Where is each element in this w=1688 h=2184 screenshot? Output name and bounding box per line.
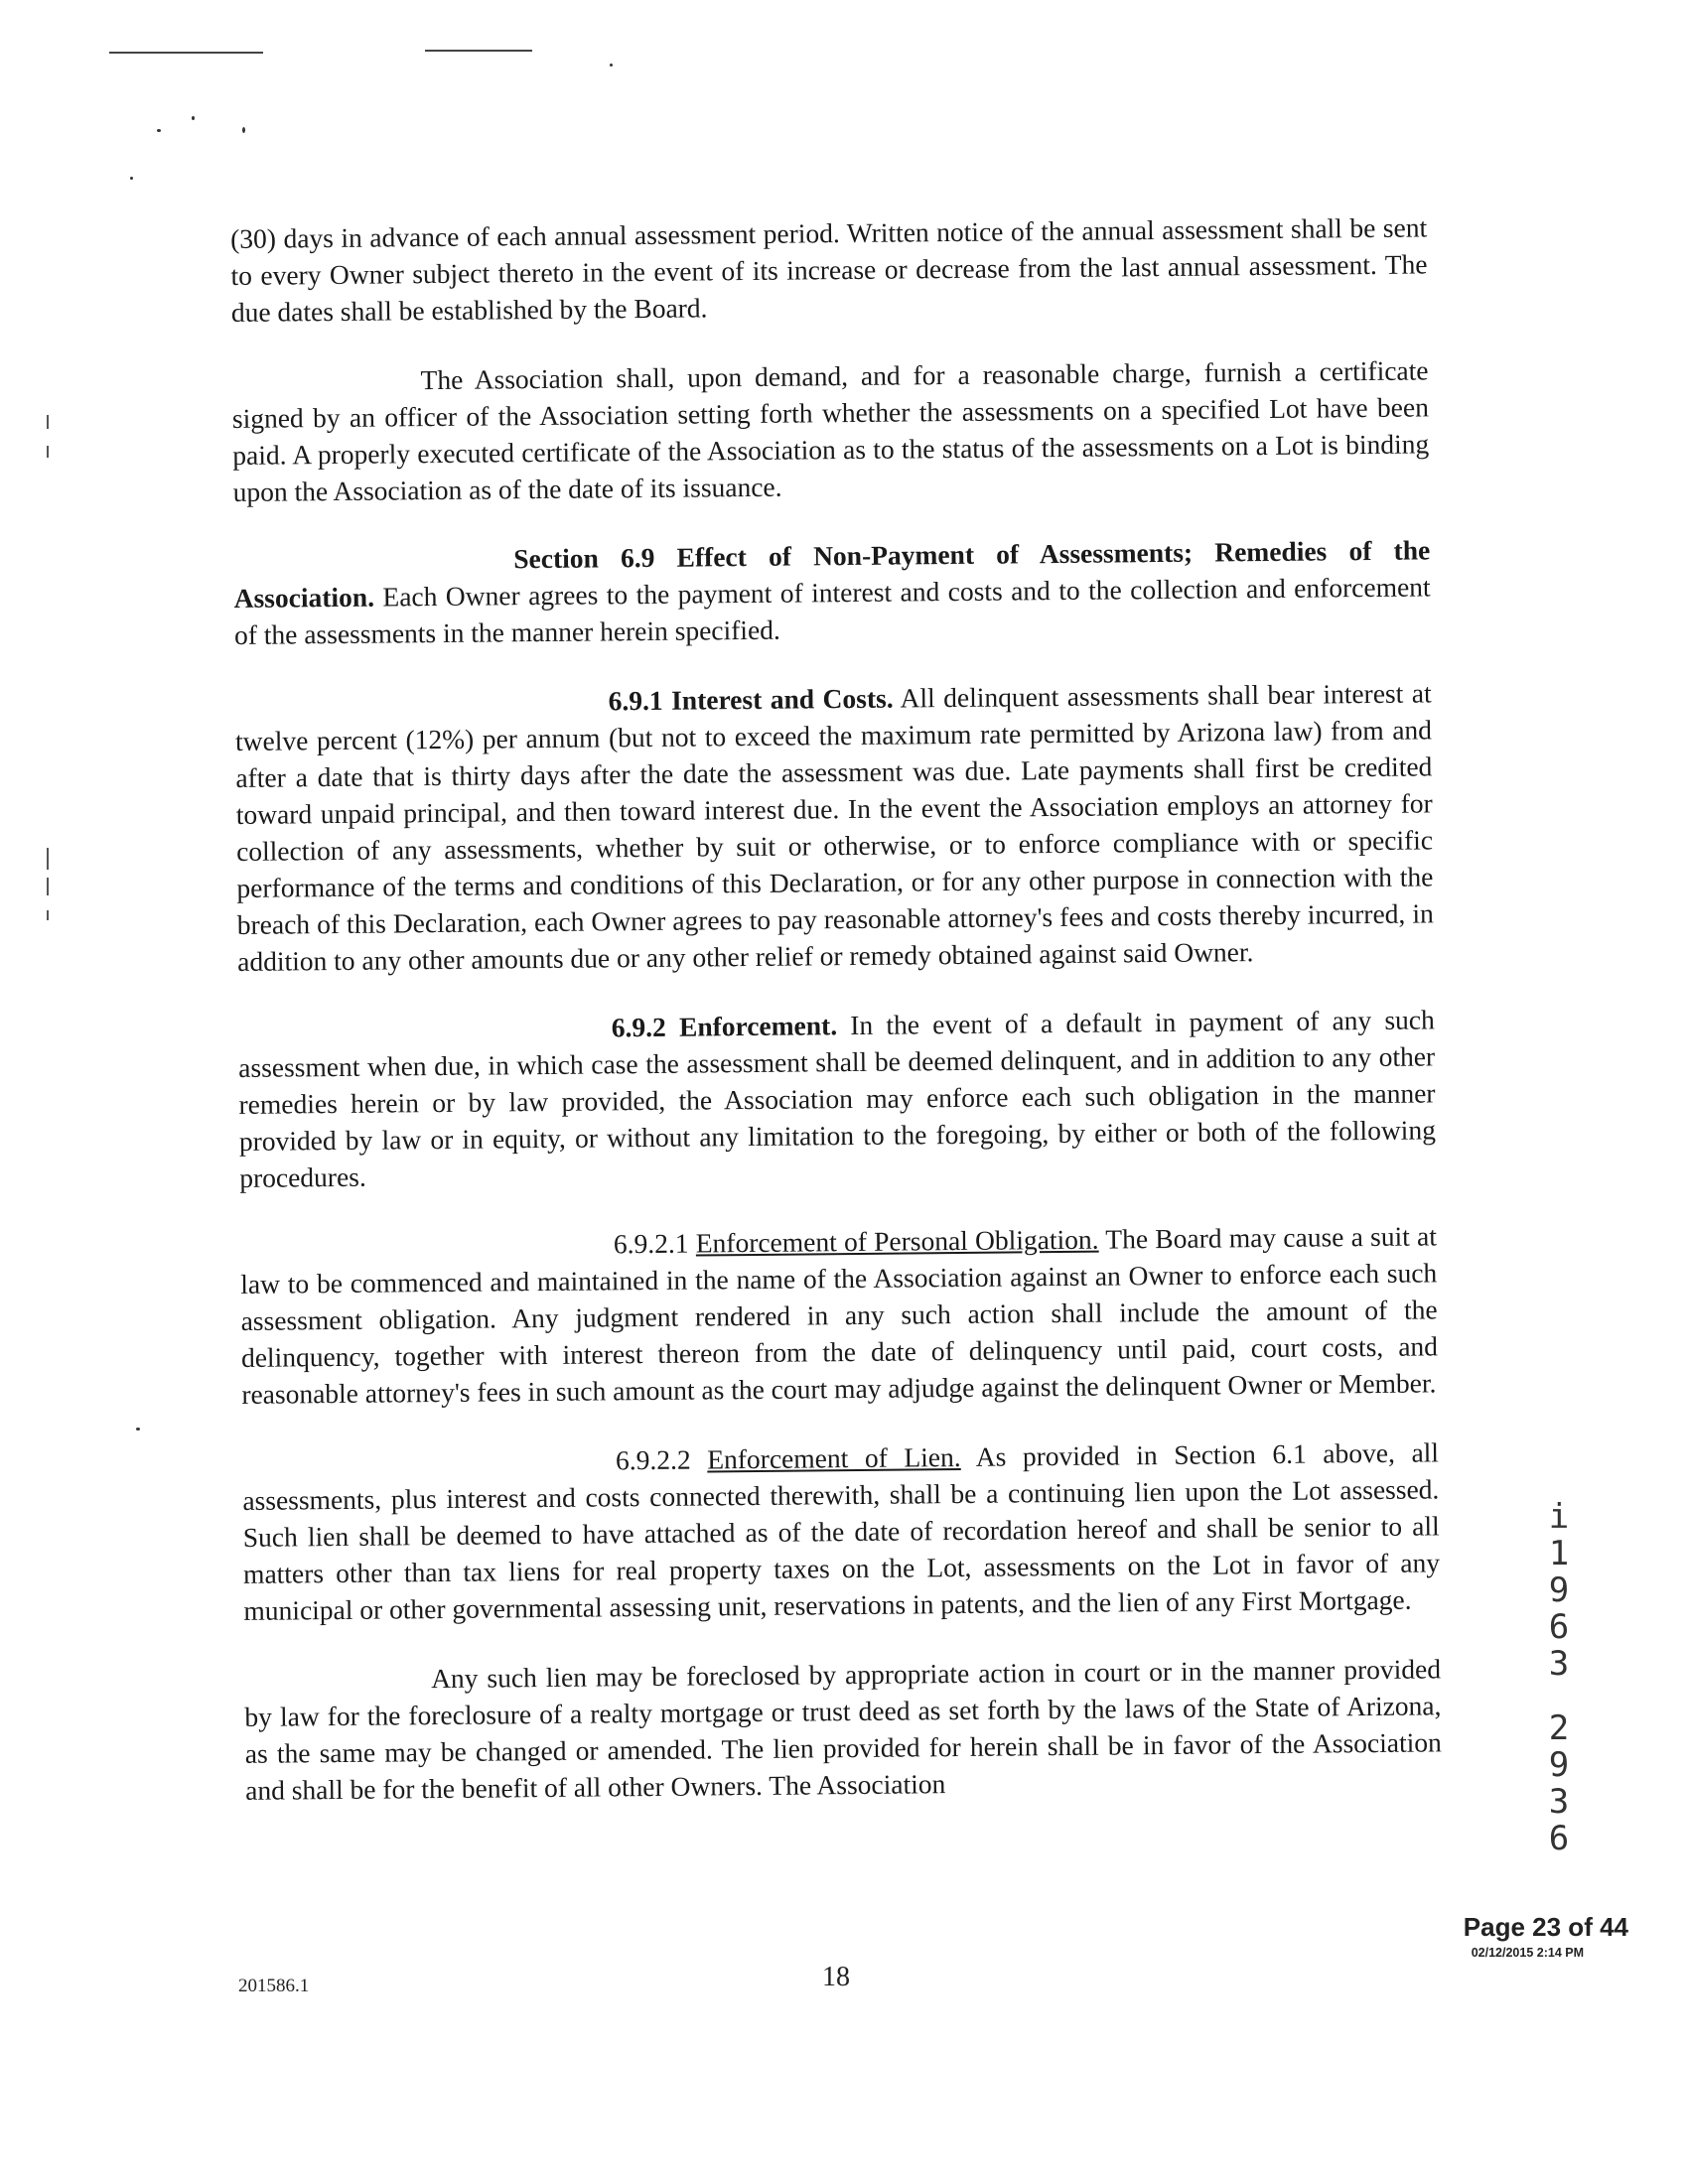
stamp-digit: 1 — [1548, 1534, 1570, 1573]
scan-speck — [136, 1428, 140, 1431]
paragraph-text: (30) days in advance of each annual assessment period. Written notice of the annual assessment shall be sent to every Owner subject thereto in the event of its increase or decrease from the last annual assessment. The due dates shall be established by the Board. — [230, 211, 1428, 328]
stamp-digit: i — [1548, 1497, 1570, 1537]
scan-speck — [242, 127, 245, 133]
scan-speck — [192, 116, 195, 120]
scan-speck — [157, 129, 161, 132]
paragraph-continuation — [230, 208, 1428, 331]
stamp-gap — [1539, 1683, 1579, 1710]
document-id: 201586.1 — [238, 1976, 310, 1996]
stamp-digit: 6 — [1548, 1607, 1570, 1647]
section-6-9-2-1 — [240, 1217, 1439, 1413]
stamp-digit: 2 — [1548, 1708, 1570, 1748]
paragraph-foreclosure — [244, 1650, 1442, 1809]
section-number: 6.9.2.1 — [613, 1227, 689, 1260]
paragraph-certificate — [231, 351, 1429, 510]
section-6-9-2 — [238, 1001, 1437, 1196]
section-6-9-2-2 — [242, 1433, 1441, 1629]
recording-stamp — [1539, 1499, 1579, 1857]
scan-speck — [610, 64, 613, 67]
section-title: Enforcement of Personal Obligation. — [695, 1223, 1099, 1259]
scan-margin-mark — [47, 415, 49, 429]
paragraph-text: As provided in Section 6.1 above, all assessments, plus interest and costs connected therewith, shall be a continuing lien upon the Lot assessed. Such lien shall be deemed to have attached as of the date of recordation hereof and shall be senior to all matters other than tax liens for real property taxes on the Lot, assessments on the Lot in favor of any municipal or other governmental assessing unit, reservations in patents, and the lien of any First Mortgage. — [242, 1436, 1441, 1626]
scan-rule-right — [425, 50, 532, 52]
stamp-digit: 3 — [1548, 1782, 1570, 1822]
paragraph-text: In the event of a default in payment of any such assessment when due, in which case the assessment shall be deemed delinquent, and in addition to any other remedies herein or by law provided, the Association may enforce each such obligation in the manner provided by law or in equity, or without any limitation to the foregoing, by either or both of the following procedures. — [238, 1004, 1436, 1193]
section-6-9 — [233, 531, 1431, 653]
scan-margin-mark — [47, 878, 49, 895]
paragraph-text: Each Owner agrees to the payment of interest and costs and to the collection and enforcement of the assessments in the manner herein specified. — [233, 571, 1431, 650]
scan-speck — [130, 177, 133, 180]
stamp-digit: 3 — [1548, 1644, 1570, 1684]
document-body — [230, 208, 1443, 1841]
section-number: 6.9.2.2 — [615, 1443, 691, 1476]
section-heading: Section 6.9 Effect of Non-Payment of Assessments; Remedies of the Association. — [233, 534, 1431, 614]
page-number: 18 — [822, 1962, 850, 1992]
stamp-digit: 6 — [1548, 1819, 1570, 1858]
section-6-9-1 — [235, 674, 1435, 980]
section-heading: 6.9.1 Interest and Costs. — [608, 682, 894, 717]
paragraph-text: The Board may cause a suit at law to be commenced and maintained in the name of the Association against an Owner to enforce each such assessment obligation. Any judgment rendered in any such action shall include the amount of the delinquency, together with interest thereon from the date of delinquency until paid, court costs, and reasonable attorney's fees in such amount as the court may adjudge against the delinquent Owner or Member. — [240, 1220, 1439, 1410]
scan-margin-mark — [47, 848, 49, 870]
page-count-label: Page 23 of 44 — [1463, 1912, 1628, 1942]
print-timestamp: 02/12/2015 2:14 PM — [1471, 1946, 1584, 1960]
section-heading: 6.9.2 Enforcement. — [611, 1010, 838, 1043]
scan-margin-mark — [47, 446, 49, 458]
stamp-digit: 9 — [1548, 1745, 1570, 1785]
paragraph-text: Any such lien may be foreclosed by appropriate action in court or in the manner provided by law for the foreclosure of a realty mortgage or trust deed as set forth by the laws of the State of Arizona, as the same may be changed or amended. The lien provided for herein shall be in favor of the Association and shall be for the benefit of all other Owners. The Association — [244, 1653, 1442, 1806]
scan-rule-left — [109, 52, 263, 54]
section-title: Enforcement of Lien. — [707, 1440, 961, 1475]
stamp-digit: 9 — [1548, 1570, 1570, 1610]
scan-margin-mark — [47, 910, 49, 920]
paragraph-text: All delinquent assessments shall bear interest at twelve percent (12%) per annum (but not to exceed the maximum rate permitted by Arizona law) from and after a date that is thirty days after the date the assessment was due. Late payments shall first be credited toward unpaid principal, and then toward interest due. In the event the Association employs an attorney for collection of any assessments, whether by suit or otherwise, or to enforce compliance with or specific performance of the terms and conditions of this Declaration, or for any other purpose in connection with the breach of this Declaration, each Owner agrees to pay reasonable attorney's fees and costs thereby incurred, in addition to any other amounts due or any other relief or remedy obtained against said Owner. — [234, 677, 1434, 977]
paragraph-text: The Association shall, upon demand, and for a reasonable charge, furnish a certificate signed by an officer of the Association setting forth whether the assessments on a specified Lot have been paid. A properly executed certificate of the Association as to the status of the assessments on a Lot is binding upon the Association as of the date of its issuance. — [231, 354, 1430, 507]
